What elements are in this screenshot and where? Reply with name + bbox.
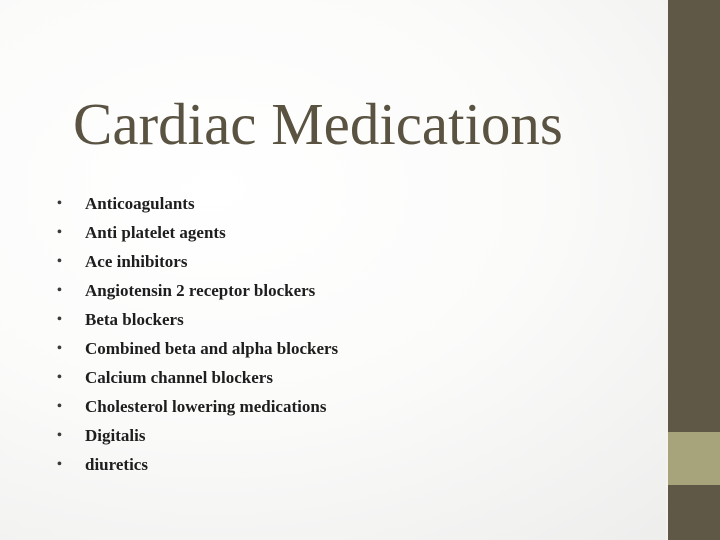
side-band-accent — [668, 432, 720, 485]
bullet-item-diuretics — [57, 450, 338, 479]
bullet-item-anticoagulants — [57, 189, 338, 218]
bullet-text: Angiotensin 2 receptor blockers — [85, 280, 316, 300]
bullet-text: Ace inhibitors — [85, 251, 188, 271]
bullet-point-icon: • — [57, 311, 62, 327]
bullet-text: Anti platelet agents — [85, 222, 226, 242]
bullet-text: Combined beta and alpha blockers — [85, 338, 339, 358]
bullet-point-icon: • — [57, 195, 62, 211]
bullet-text: Cholesterol lowering medications — [85, 396, 327, 416]
bullet-point-icon: • — [57, 340, 62, 356]
bullet-text: diuretics — [85, 454, 148, 474]
bullet-item-calcium-channel-blockers — [57, 363, 338, 392]
bullet-point-icon: • — [57, 282, 62, 298]
bullet-item-combined-beta-alpha-blockers — [57, 334, 338, 363]
bullet-point-icon: • — [57, 369, 62, 385]
bullet-point-icon: • — [57, 253, 62, 269]
bullet-point-icon: • — [57, 224, 62, 240]
bullet-text: Calcium channel blockers — [85, 367, 273, 387]
bullet-point-icon: • — [57, 456, 62, 472]
slide-title: Cardiac Medications — [73, 91, 563, 157]
bullet-text: Beta blockers — [85, 309, 184, 329]
bullet-text: Digitalis — [85, 425, 146, 445]
bullet-list — [57, 189, 338, 479]
bullet-item-anti-platelet-agents — [57, 218, 338, 247]
bullet-item-cholesterol-lowering-medications — [57, 392, 338, 421]
bullet-item-ace-inhibitors — [57, 247, 338, 276]
bullet-item-beta-blockers — [57, 305, 338, 334]
bullet-point-icon: • — [57, 427, 62, 443]
bullet-item-angiotensin-receptor-blockers — [57, 276, 338, 305]
bullet-point-icon: • — [57, 398, 62, 414]
bullet-item-digitalis — [57, 421, 338, 450]
bullet-text: Anticoagulants — [85, 193, 195, 213]
